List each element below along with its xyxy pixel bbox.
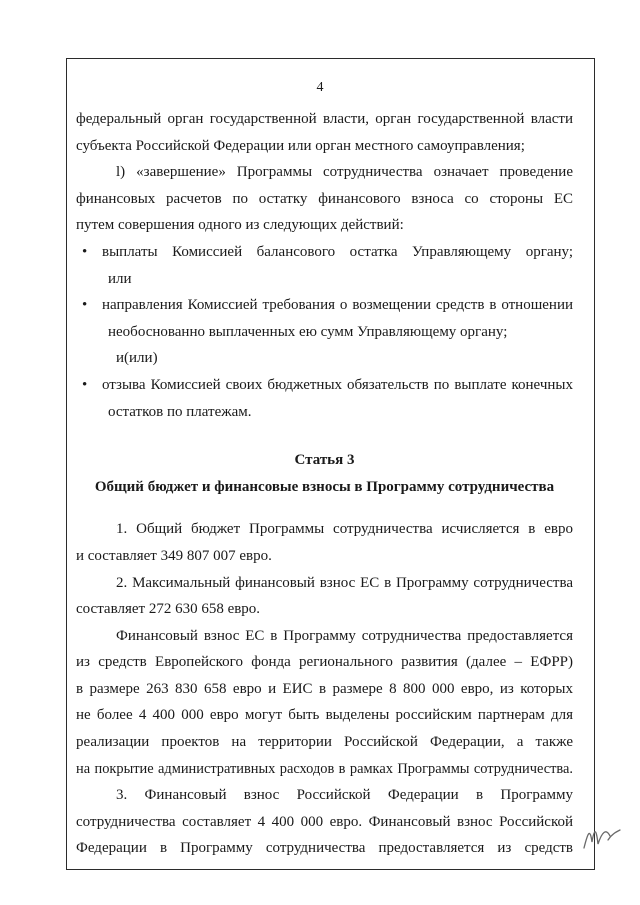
page-number: 4	[316, 80, 324, 95]
text-line: остатков по платежам.	[108, 403, 252, 420]
text-line: 3. Финансовый взнос Российской Федерации в Программу	[116, 787, 573, 804]
text-line: в размере 263 830 658 евро и ЕИС в размере 8 800 000 евро, из которых	[76, 680, 573, 697]
text-line: на покрытие административных расходов в рамках Программы сотрудничества.	[76, 760, 573, 777]
text-line: или	[108, 270, 132, 287]
text-line: 1. Общий бюджет Программы сотрудничества исчисляется в евро	[116, 521, 573, 538]
document-body	[76, 106, 573, 862]
text-line: и составляет 349 807 007 евро.	[76, 547, 272, 564]
bullet-item: • выплаты Комиссией балансового остатка Управляющему органу;	[76, 239, 573, 266]
text-line: Финансовый взнос ЕС в Программу сотрудничества предоставляется	[116, 627, 573, 644]
initials-mark-icon	[580, 822, 622, 854]
list-item-l-line: l) «завершение» Программы сотрудничества означает проведение	[116, 164, 573, 181]
text-line: путем совершения одного из следующих действий:	[76, 217, 404, 234]
text-line: финансовых расчетов по остатку финансового взноса со стороны ЕС	[76, 190, 573, 207]
bullet-item: • отзыва Комиссией своих бюджетных обязательств по выплате конечных	[76, 372, 573, 399]
text-line: федеральный орган государственной власти, орган государственной власти	[76, 111, 573, 127]
article-title: Общий бюджет и финансовые взносы в Программу сотрудничества	[94, 478, 555, 495]
text-line: реализации проектов на территории Российской Федерации, а также	[76, 734, 573, 751]
text-line: сотрудничества составляет 4 400 000 евро. Финансовый взнос Российской	[76, 813, 573, 830]
bullet-item: • направления Комиссией требования о возмещении средств в отношении	[76, 292, 573, 319]
article-heading: Статья 3	[294, 452, 355, 469]
text-line: 2. Максимальный финансовый взнос ЕС в Программу сотрудничества	[116, 574, 573, 591]
text-line: необоснованно выплаченных ею сумм Управляющему органу;	[108, 323, 508, 340]
text-line: не более 4 400 000 евро могут быть выделены российским партнерам для	[76, 707, 573, 724]
text-line: Федерации в Программу сотрудничества предоставляется из средств	[76, 840, 573, 857]
text-line: из средств Европейского фонда регионального развития (далее – ЕФРР)	[76, 654, 573, 671]
text-line: субъекта Российской Федерации или орган местного самоуправления;	[76, 137, 525, 154]
text-line: и(или)	[116, 350, 158, 367]
text-line: составляет 272 630 658 евро.	[76, 601, 261, 618]
